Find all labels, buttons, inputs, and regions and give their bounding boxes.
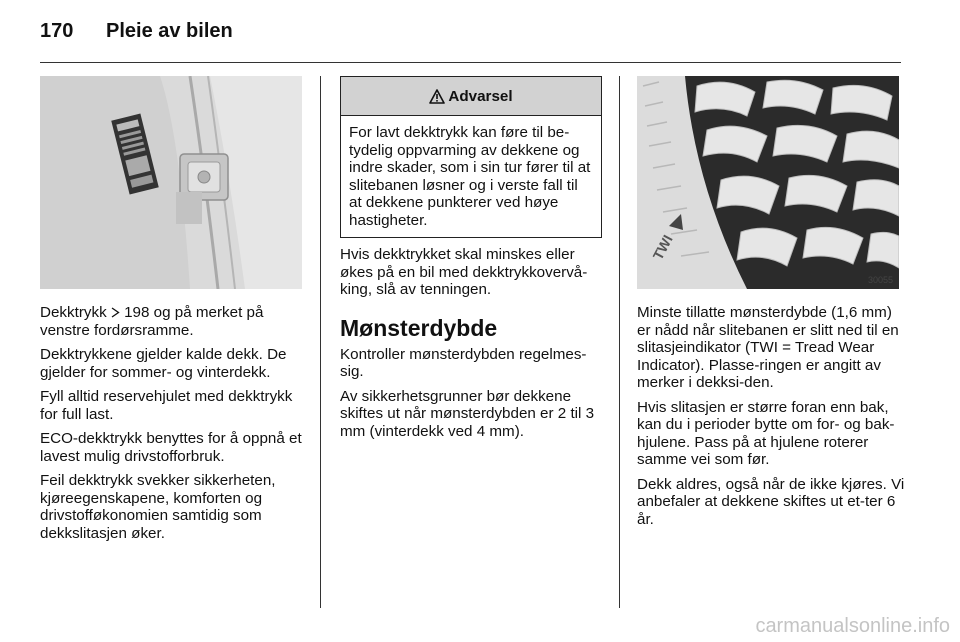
paragraph-eco-pressure: ECO-dekktrykk benyttes for å oppnå et lavest mulig drivstofforbruk. — [40, 430, 302, 465]
column-divider-1 — [320, 76, 321, 608]
door-frame-drawing — [40, 76, 302, 289]
paragraph-tire-pressure-ref: Dekktrykk 198 og på merket på venstre fordørsramme. — [40, 304, 264, 339]
watermark: carmanualsonline.info — [755, 615, 950, 637]
warning-box — [340, 76, 602, 238]
door-frame-illustration — [40, 76, 302, 289]
paragraph-wheel-rotation: Hvis slitasjen er større foran enn bak, kan du i perioder bytte om for- og bak-hjulene. Pass på at hjulene roterer samme vei som før. — [637, 398, 895, 468]
paragraph-spare-wheel: Fyll alltid reservehjulet med dekktrykk for full last. — [40, 388, 293, 423]
section-heading-tread-depth: Mønsterdybde — [340, 314, 498, 341]
paragraph-cold-tires: Dekktrykkene gjelder kalde dekk. De gjelder for sommer- og vinterdekk. — [40, 346, 287, 381]
column-2 — [340, 246, 605, 447]
column-3 — [637, 304, 905, 535]
column-1 — [40, 304, 308, 549]
paragraph-wrong-pressure: Feil dekktrykk svekker sikkerheten, kjøreegenskapene, komforten og drivstofføkonomien samtidig som dekkslitasjen øker. — [40, 472, 276, 542]
image-code: 30055 — [867, 275, 893, 285]
page-number: 170 — [40, 20, 74, 42]
column-divider-2 — [619, 76, 620, 608]
page-title: Pleie av bilen — [106, 20, 233, 42]
paragraph-min-depth: Minste tillatte mønsterdybde (1,6 mm) er nådd når slitebanen er slitt ned til en slitasjeindikator (TWI = Tread Wear Indicator). Plasse-ringen er angitt av merker i dekksi-den. — [637, 304, 899, 391]
paragraph-monitoring: Hvis dekktrykket skal minskes eller økes på en bil med dekktrykkovervå-king, slå av tenningen. — [340, 246, 588, 298]
warning-triangle-icon — [429, 89, 445, 104]
paragraph-replace-tires: Av sikkerhetsgrunner bør dekkene skiftes ut når mønsterdybden er 2 til 3 mm (vinterdekk ved 4 mm). — [340, 387, 595, 440]
page-ref-arrow-icon — [111, 307, 120, 318]
warning-title: Advarsel — [448, 87, 513, 105]
twi-label: TWI — [649, 232, 676, 263]
tire-tread-drawing — [637, 76, 899, 289]
warning-header — [341, 77, 601, 116]
tire-tread-illustration — [637, 76, 899, 289]
warning-text: For lavt dekktrykk kan føre til be-tydelig oppvarming av dekkene og indre skader, som i sin tur fører til at slitebanen løsner og i verste fall til at dekkene punkterer ved høye hastigheter. — [349, 124, 591, 229]
header-rule — [40, 62, 901, 63]
paragraph-check-depth: Kontroller mønsterdybden regelmes-sig. — [340, 345, 587, 380]
page-header — [40, 20, 233, 43]
paragraph-tire-aging: Dekk aldres, også når de ikke kjøres. Vi anbefaler at dekkene skiftes ut et-ter 6 år. — [637, 475, 905, 528]
